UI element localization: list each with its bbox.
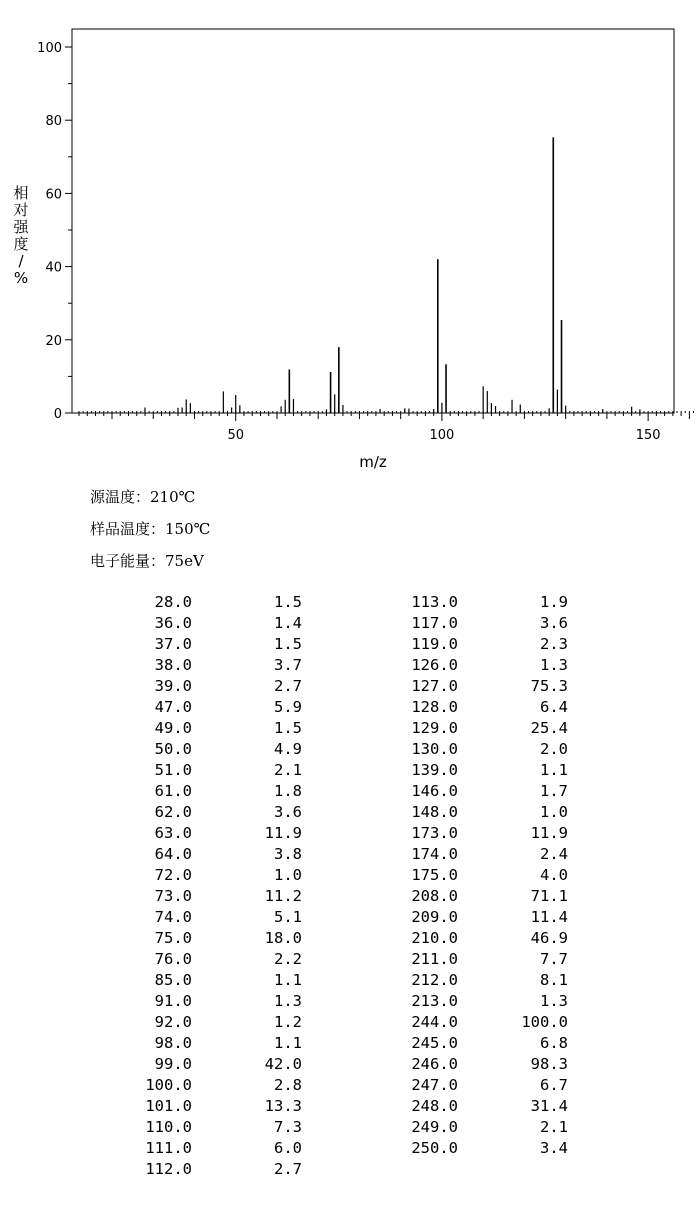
condition-label: 电子能量：	[90, 552, 166, 570]
mz-value: 99.0	[154, 1055, 192, 1073]
abundance-value: 1.5	[274, 719, 302, 737]
abundance-value: 2.1	[540, 1118, 568, 1136]
mz-value: 146.0	[411, 782, 458, 800]
abundance-value: 1.2	[274, 1013, 302, 1031]
abundance-value: 1.4	[274, 614, 302, 632]
mz-value: 49.0	[154, 719, 192, 737]
abundance-value: 6.7	[540, 1076, 568, 1094]
x-tick-label: 150	[635, 428, 661, 443]
abundance-value: 25.4	[530, 719, 568, 737]
abundance-value: 13.3	[264, 1097, 302, 1115]
mz-value: 63.0	[154, 824, 192, 842]
mz-value: 208.0	[411, 887, 458, 905]
abundance-value: 1.0	[274, 866, 302, 884]
mz-value: 244.0	[411, 1013, 458, 1031]
abundance-value: 1.1	[540, 761, 568, 779]
abundance-value: 75.3	[530, 677, 568, 695]
mz-value: 209.0	[411, 908, 458, 926]
mz-value: 47.0	[154, 698, 192, 716]
x-tick-label: 100	[429, 428, 455, 443]
mz-value: 148.0	[411, 803, 458, 821]
abundance-value: 4.9	[274, 740, 302, 758]
mz-value: 61.0	[154, 782, 192, 800]
mz-value: 249.0	[411, 1118, 458, 1136]
abundance-value: 1.5	[274, 593, 302, 611]
abundance-value: 1.0	[540, 803, 568, 821]
mz-value: 211.0	[411, 950, 458, 968]
mz-value: 128.0	[411, 698, 458, 716]
abundance-value: 1.9	[540, 593, 568, 611]
abundance-value: 11.9	[530, 824, 568, 842]
abundance-value: 7.7	[540, 950, 568, 968]
abundance-value: 1.3	[540, 656, 568, 674]
sample-temperature	[90, 518, 210, 539]
abundance-value: 3.6	[540, 614, 568, 632]
y-axis	[37, 41, 72, 422]
abundance-value: 3.7	[274, 656, 302, 674]
abundance-value: 2.7	[274, 677, 302, 695]
mz-value: 28.0	[154, 593, 192, 611]
mz-value: 74.0	[154, 908, 192, 926]
mz-value: 98.0	[154, 1034, 192, 1052]
mz-value: 92.0	[154, 1013, 192, 1031]
mz-value: 130.0	[411, 740, 458, 758]
mz-value: 112.0	[145, 1160, 192, 1178]
mz-value: 210.0	[411, 929, 458, 947]
abundance-value: 1.1	[274, 971, 302, 989]
mz-value: 76.0	[154, 950, 192, 968]
abundance-value: 3.4	[540, 1139, 568, 1157]
y-tick-label: 60	[45, 187, 62, 203]
mz-value: 51.0	[154, 761, 192, 779]
mz-value: 119.0	[411, 635, 458, 653]
abundance-value: 2.4	[540, 845, 568, 863]
electron-energy	[90, 550, 204, 571]
mz-value: 174.0	[411, 845, 458, 863]
y-axis-title: 相对强度/ %	[13, 184, 29, 287]
mz-value: 117.0	[411, 614, 458, 632]
abundance-value: 1.5	[274, 635, 302, 653]
x-axis	[79, 413, 696, 443]
mz-value: 110.0	[145, 1118, 192, 1136]
mz-value: 139.0	[411, 761, 458, 779]
abundance-value: 2.3	[540, 635, 568, 653]
mz-value: 127.0	[411, 677, 458, 695]
abundance-value: 5.1	[274, 908, 302, 926]
mz-value: 126.0	[411, 656, 458, 674]
y-tick-label: 20	[45, 333, 62, 349]
condition-value: 210℃	[150, 488, 196, 506]
abundance-value: 1.3	[274, 992, 302, 1010]
mz-value: 36.0	[154, 614, 192, 632]
plot-frame	[72, 29, 674, 413]
mz-value: 247.0	[411, 1076, 458, 1094]
source-temperature	[90, 486, 195, 507]
abundance-value: 6.4	[540, 698, 568, 716]
abundance-value: 71.1	[530, 887, 568, 905]
mz-value: 38.0	[154, 656, 192, 674]
abundance-value: 18.0	[264, 929, 302, 947]
abundance-value: 31.4	[530, 1097, 568, 1115]
y-tick-label: 40	[45, 260, 62, 276]
abundance-value: 1.3	[540, 992, 568, 1010]
y-tick-label: 0	[53, 407, 62, 422]
mz-value: 91.0	[154, 992, 192, 1010]
abundance-value: 11.2	[264, 887, 302, 905]
abundance-value: 5.9	[274, 698, 302, 716]
mz-value: 111.0	[145, 1139, 192, 1157]
abundance-value: 3.8	[274, 845, 302, 863]
mz-value: 100.0	[145, 1076, 192, 1094]
condition-value: 150℃	[165, 520, 211, 538]
x-tick-label: 50	[227, 428, 244, 443]
mz-value: 175.0	[411, 866, 458, 884]
abundance-value: 8.1	[540, 971, 568, 989]
abundance-value: 6.8	[540, 1034, 568, 1052]
condition-value: 75eV	[165, 552, 204, 570]
mz-value: 245.0	[411, 1034, 458, 1052]
abundance-value: 11.9	[264, 824, 302, 842]
mz-value: 129.0	[411, 719, 458, 737]
abundance-value: 46.9	[530, 929, 568, 947]
condition-label: 源温度：	[90, 488, 151, 506]
abundance-value: 1.8	[274, 782, 302, 800]
abundance-value: 1.7	[540, 782, 568, 800]
abundance-value: 11.4	[530, 908, 568, 926]
mz-value: 85.0	[154, 971, 192, 989]
abundance-value: 2.2	[274, 950, 302, 968]
mz-value: 213.0	[411, 992, 458, 1010]
abundance-value: 4.0	[540, 866, 568, 884]
abundance-value: 1.1	[274, 1034, 302, 1052]
mz-value: 246.0	[411, 1055, 458, 1073]
abundance-value: 2.8	[274, 1076, 302, 1094]
abundance-value: 2.1	[274, 761, 302, 779]
mz-value: 73.0	[154, 887, 192, 905]
x-axis-title: m/z	[359, 453, 387, 471]
mz-value: 250.0	[411, 1139, 458, 1157]
abundance-value: 42.0	[264, 1055, 302, 1073]
mz-value: 64.0	[154, 845, 192, 863]
y-tick-label: 100	[37, 41, 62, 56]
abundance-value: 7.3	[274, 1118, 302, 1136]
abundance-value: 6.0	[274, 1139, 302, 1157]
spectrum-peaks	[79, 47, 696, 413]
mz-value: 62.0	[154, 803, 192, 821]
abundance-value: 2.0	[540, 740, 568, 758]
abundance-value: 2.7	[274, 1160, 302, 1178]
mz-value: 248.0	[411, 1097, 458, 1115]
mz-value: 212.0	[411, 971, 458, 989]
mz-value: 39.0	[154, 677, 192, 695]
mz-value: 113.0	[411, 593, 458, 611]
mz-value: 75.0	[154, 929, 192, 947]
mz-value: 101.0	[145, 1097, 192, 1115]
mz-value: 50.0	[154, 740, 192, 758]
mass-spectrum-chart	[0, 0, 696, 480]
abundance-value: 100.0	[521, 1013, 568, 1031]
mz-value: 173.0	[411, 824, 458, 842]
abundance-value: 98.3	[530, 1055, 568, 1073]
y-tick-label: 80	[45, 114, 62, 130]
condition-label: 样品温度：	[90, 520, 166, 538]
mz-value: 72.0	[154, 866, 192, 884]
abundance-value: 3.6	[274, 803, 302, 821]
mz-value: 37.0	[154, 635, 192, 653]
